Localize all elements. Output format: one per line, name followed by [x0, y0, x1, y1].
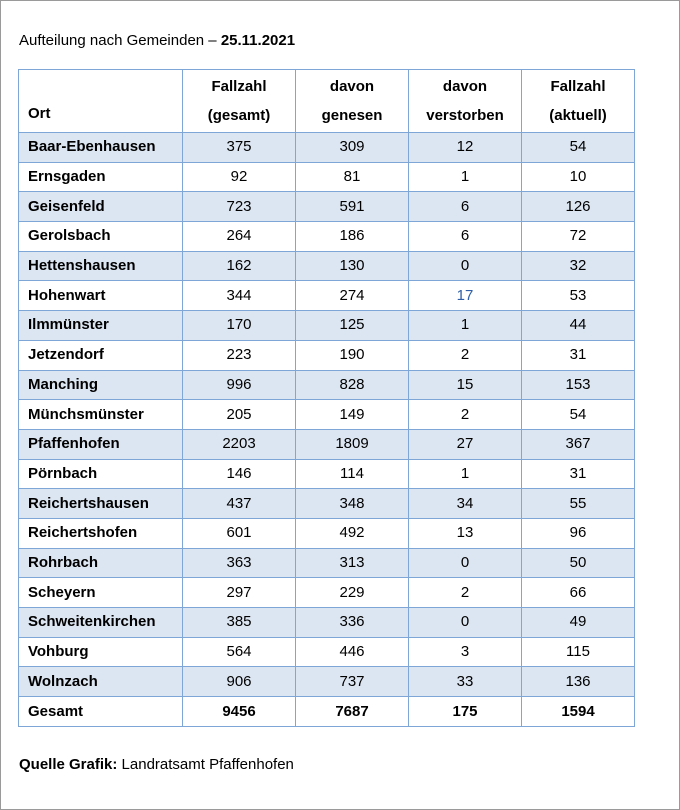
row-verstorben: 17: [409, 281, 522, 311]
table-row: [19, 429, 635, 459]
row-verstorben: 1: [409, 162, 522, 192]
row-verstorben: 6: [409, 222, 522, 252]
row-verstorben: 2: [409, 340, 522, 370]
row-ort: Manching: [19, 370, 183, 400]
row-aktuell: 44: [522, 311, 635, 341]
row-genesen: 229: [296, 578, 409, 608]
row-genesen: 130: [296, 251, 409, 281]
row-ort: Hettenshausen: [19, 251, 183, 281]
row-genesen: 114: [296, 459, 409, 489]
row-aktuell: 53: [522, 281, 635, 311]
total-gesamt: 9456: [183, 697, 296, 727]
row-gesamt: 170: [183, 311, 296, 341]
table-row: [19, 281, 635, 311]
row-genesen: 492: [296, 518, 409, 548]
row-genesen: 274: [296, 281, 409, 311]
row-verstorben: 6: [409, 192, 522, 222]
row-gesamt: 437: [183, 489, 296, 519]
row-aktuell: 153: [522, 370, 635, 400]
row-aktuell: 55: [522, 489, 635, 519]
row-gesamt: 723: [183, 192, 296, 222]
row-ort: Baar-Ebenhausen: [19, 133, 183, 163]
table-row: [19, 518, 635, 548]
row-aktuell: 367: [522, 429, 635, 459]
row-aktuell: 10: [522, 162, 635, 192]
row-aktuell: 54: [522, 133, 635, 163]
row-verstorben: 1: [409, 311, 522, 341]
row-ort: Reichertshausen: [19, 489, 183, 519]
row-verstorben: 12: [409, 133, 522, 163]
row-gesamt: 363: [183, 548, 296, 578]
table-row: [19, 489, 635, 519]
row-genesen: 81: [296, 162, 409, 192]
row-gesamt: 385: [183, 608, 296, 638]
row-ort: Münchsmünster: [19, 400, 183, 430]
row-aktuell: 49: [522, 608, 635, 638]
table-row: [19, 548, 635, 578]
row-verstorben: 2: [409, 578, 522, 608]
row-aktuell: 136: [522, 667, 635, 697]
row-ort: Vohburg: [19, 637, 183, 667]
row-verstorben: 0: [409, 608, 522, 638]
row-ort: Schweitenkirchen: [19, 608, 183, 638]
row-verstorben: 1: [409, 459, 522, 489]
row-ort: Pörnbach: [19, 459, 183, 489]
row-aktuell: 31: [522, 340, 635, 370]
total-aktuell: 1594: [522, 697, 635, 727]
row-ort: Geisenfeld: [19, 192, 183, 222]
table-total-row: [19, 697, 635, 727]
row-genesen: 348: [296, 489, 409, 519]
header-fallzahl-aktuell: Fallzahl (aktuell): [522, 70, 635, 133]
row-aktuell: 31: [522, 459, 635, 489]
source-label: Quelle Grafik:: [19, 756, 118, 773]
table-body: [19, 133, 635, 697]
row-gesamt: 162: [183, 251, 296, 281]
row-genesen: 828: [296, 370, 409, 400]
row-aktuell: 32: [522, 251, 635, 281]
row-genesen: 190: [296, 340, 409, 370]
row-genesen: 591: [296, 192, 409, 222]
total-verstorben: 175: [409, 697, 522, 727]
table-row: [19, 222, 635, 252]
header-davon-verstorben: davon verstorben: [409, 70, 522, 133]
row-genesen: 313: [296, 548, 409, 578]
title-prefix: Aufteilung nach Gemeinden –: [19, 32, 221, 49]
total-genesen: 7687: [296, 697, 409, 727]
row-gesamt: 223: [183, 340, 296, 370]
row-gesamt: 146: [183, 459, 296, 489]
row-aktuell: 96: [522, 518, 635, 548]
header-davon-genesen: davon genesen: [296, 70, 409, 133]
row-gesamt: 2203: [183, 429, 296, 459]
row-ort: Reichertshofen: [19, 518, 183, 548]
table-row: [19, 608, 635, 638]
row-gesamt: 205: [183, 400, 296, 430]
row-gesamt: 375: [183, 133, 296, 163]
row-verstorben: 15: [409, 370, 522, 400]
table-row: [19, 251, 635, 281]
row-genesen: 149: [296, 400, 409, 430]
row-ort: Hohenwart: [19, 281, 183, 311]
source-text: Landratsamt Pfaffenhofen: [117, 756, 294, 773]
row-gesamt: 601: [183, 518, 296, 548]
row-gesamt: 264: [183, 222, 296, 252]
table-header-row: [19, 70, 635, 133]
row-ort: Wolnzach: [19, 667, 183, 697]
table-row: [19, 192, 635, 222]
row-verstorben: 0: [409, 548, 522, 578]
table-row: [19, 133, 635, 163]
row-ort: Ilmmünster: [19, 311, 183, 341]
row-gesamt: 564: [183, 637, 296, 667]
table-row: [19, 311, 635, 341]
table-row: [19, 459, 635, 489]
row-verstorben: 33: [409, 667, 522, 697]
row-genesen: 1809: [296, 429, 409, 459]
row-gesamt: 996: [183, 370, 296, 400]
row-genesen: 446: [296, 637, 409, 667]
header-fallzahl-gesamt: Fallzahl (gesamt): [183, 70, 296, 133]
row-gesamt: 906: [183, 667, 296, 697]
row-ort: Gerolsbach: [19, 222, 183, 252]
row-aktuell: 72: [522, 222, 635, 252]
row-verstorben: 2: [409, 400, 522, 430]
table-row: [19, 162, 635, 192]
table-row: [19, 370, 635, 400]
row-aktuell: 115: [522, 637, 635, 667]
row-verstorben: 0: [409, 251, 522, 281]
cases-table: [18, 69, 635, 727]
row-verstorben: 3: [409, 637, 522, 667]
source-note: [19, 755, 294, 775]
row-genesen: 125: [296, 311, 409, 341]
header-ort: Ort: [19, 70, 183, 133]
row-gesamt: 92: [183, 162, 296, 192]
row-aktuell: 66: [522, 578, 635, 608]
row-genesen: 186: [296, 222, 409, 252]
row-verstorben: 27: [409, 429, 522, 459]
document-title: [19, 31, 295, 51]
row-ort: Scheyern: [19, 578, 183, 608]
row-genesen: 336: [296, 608, 409, 638]
table-row: [19, 667, 635, 697]
title-date: 25.11.2021: [220, 32, 296, 49]
row-ort: Ernsgaden: [19, 162, 183, 192]
row-ort: Jetzendorf: [19, 340, 183, 370]
row-aktuell: 50: [522, 548, 635, 578]
total-label: Gesamt: [19, 697, 183, 727]
row-verstorben: 13: [409, 518, 522, 548]
table-row: [19, 578, 635, 608]
row-ort: Pfaffenhofen: [19, 429, 183, 459]
row-gesamt: 297: [183, 578, 296, 608]
row-aktuell: 126: [522, 192, 635, 222]
row-verstorben: 34: [409, 489, 522, 519]
table-row: [19, 400, 635, 430]
row-genesen: 737: [296, 667, 409, 697]
row-genesen: 309: [296, 133, 409, 163]
row-gesamt: 344: [183, 281, 296, 311]
table-row: [19, 637, 635, 667]
table-row: [19, 340, 635, 370]
row-aktuell: 54: [522, 400, 635, 430]
row-ort: Rohrbach: [19, 548, 183, 578]
